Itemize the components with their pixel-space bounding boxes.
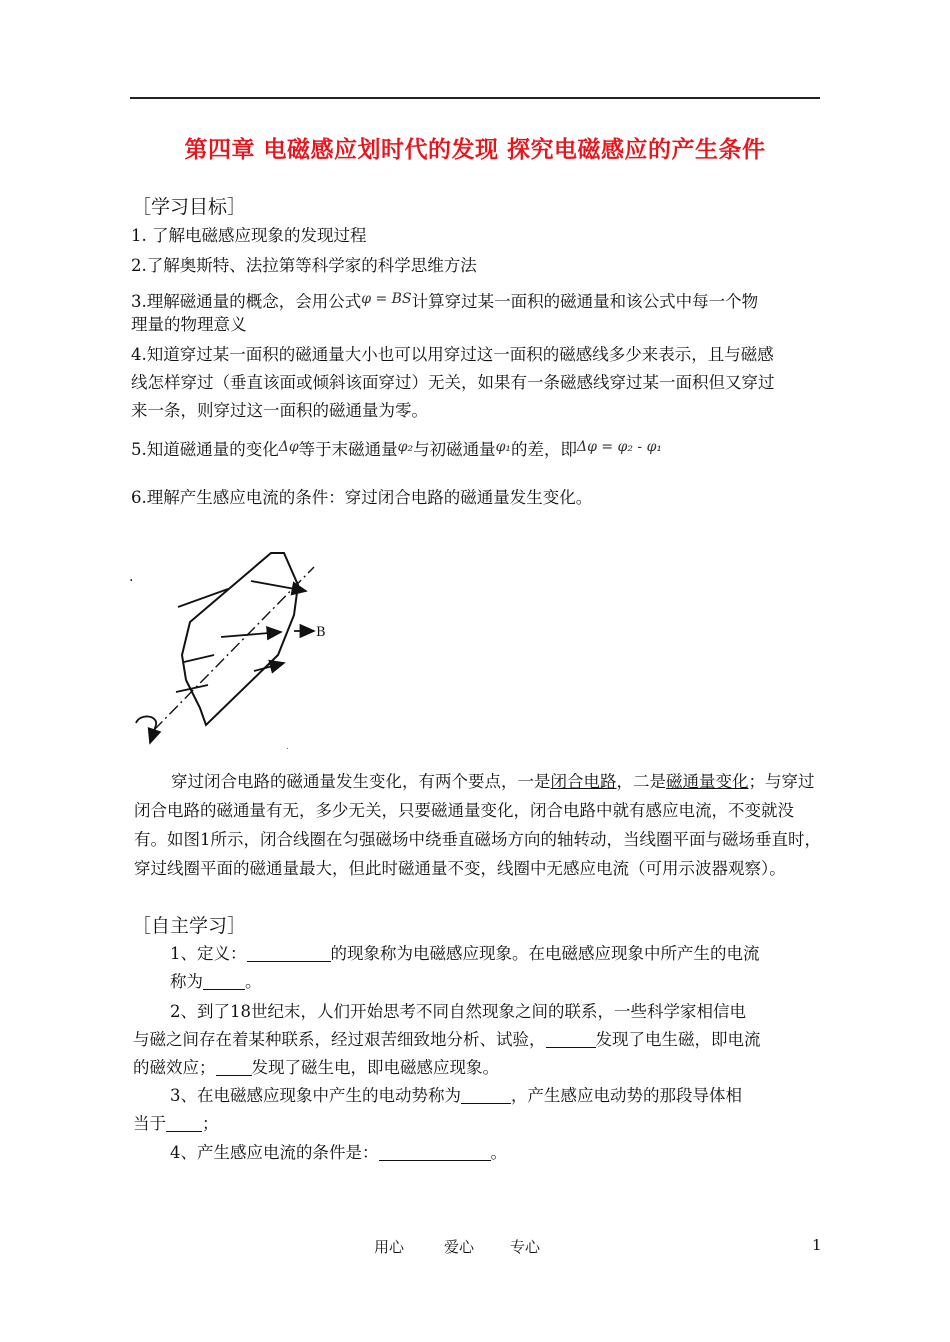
question-3: 3、在电磁感应现象中产生的电动势称为 ，产生感应电动势的那段导体相: [170, 1086, 742, 1105]
objective-4-line2: 线怎样穿过（垂直该面或倾斜该面穿过）无关，如果有一条磁感线穿过某一面积但又穿过: [131, 373, 775, 392]
rotation-arrow-head: [150, 725, 156, 743]
answer-blank[interactable]: [461, 1085, 511, 1104]
field-line: [184, 655, 214, 662]
question-4: 4、产生感应电流的条件是： 。: [170, 1143, 507, 1162]
question-1-cont: 称为 。: [170, 972, 262, 991]
question-2-cont2: 的磁效应； 发现了磁生电，即电磁感应现象。: [133, 1058, 499, 1077]
objective-2: 2.了解奥斯特、法拉第等科学家的科学思维方法: [131, 256, 477, 275]
objective-3: 3.理解磁通量的概念，会用公式$^{\varphi = BS}$计算穿过某一面积的磁通量和该公式中每一个物: [131, 291, 759, 311]
objective-3-cont: 理量的物理意义: [131, 315, 247, 334]
answer-blank[interactable]: [379, 1142, 491, 1161]
objective-5: 5.知道磁通量的变化$^{\Delta\varphi}$等于末磁通量$^{\varphi_2}$与初磁通量$^{\varphi_1}$的差，即$^{\Delta\varphi = \varphi_2 - \varphi_1}$: [131, 439, 663, 459]
objective-6: 6.理解产生感应电流的条件：穿过闭合电路的磁通量发生变化。: [131, 488, 593, 507]
self-study-heading: ［自主学习］: [132, 915, 247, 937]
figure-dot: .: [129, 569, 134, 585]
figure-1-coil-in-field: [126, 545, 356, 755]
footer-motto-1: 用心: [374, 1238, 405, 1256]
formula-phi1: φ₁: [495, 439, 512, 455]
underlined-closed-circuit: 闭合电路: [550, 772, 617, 791]
rotation-axis: [154, 567, 314, 730]
question-2: 2、到了18世纪末，人们开始思考不同自然现象之间的联系，一些科学家相信电: [170, 1002, 746, 1021]
question-1: 1、定义： 的现象称为电磁感应现象。在电磁感应现象中所产生的电流: [170, 944, 760, 963]
footer-motto-3: 专心: [510, 1238, 541, 1256]
formula-phi2: φ₂: [397, 439, 414, 455]
objectives-heading: ［学习目标］: [132, 196, 247, 218]
objective-4-line1: 4.知道穿过某一面积的磁通量大小也可以用穿过这一面积的磁感线多少来表示，且与磁感: [131, 345, 774, 364]
objective-4-line3: 来一条，则穿过这一面积的磁通量为零。: [131, 401, 428, 420]
label-b: B: [316, 625, 326, 640]
formula-delta-phi-eq: Δφ = φ₂ - φ₁: [577, 439, 663, 455]
footer-motto-2: 爱心: [444, 1238, 475, 1256]
header-rule: [130, 97, 820, 99]
field-line-arrow: [221, 632, 281, 637]
answer-blank[interactable]: [166, 1113, 202, 1132]
underlined-flux-change: 磁通量变化: [666, 772, 749, 791]
answer-blank[interactable]: [216, 1057, 252, 1076]
figure-dot-small: .: [286, 742, 289, 752]
formula-phi-bs: φ = BS: [361, 291, 412, 307]
coil-outline: [182, 553, 298, 725]
question-2-cont: 与磁之间存在着某种联系，经过艰苦细致地分析、试验， 发现了电生磁，即电流: [133, 1030, 761, 1049]
explanation-paragraph: 穿过闭合电路的磁通量发生变化，有两个要点，一是闭合电路，二是磁通量变化；与穿过闭合电路的磁通量有无，多少无关，只要磁通量变化，闭合电路中就有感应电流，不变就没有。如图1所示，闭合线圈在匀强磁场中绕垂直磁场方向的轴转动，当线圈平面与磁场垂直时，穿过线圈平面的磁通量最大，但此时磁通量不变，线圈中无感应电流（可用示波器观察）。: [134, 772, 821, 878]
formula-delta-phi: Δφ: [278, 439, 299, 455]
page-number: 1: [812, 1236, 822, 1254]
field-line: [178, 589, 228, 607]
page-title: 第四章 电磁感应划时代的发现 探究电磁感应的产生条件: [184, 137, 766, 163]
answer-blank[interactable]: [203, 971, 245, 990]
answer-blank[interactable]: [546, 1029, 596, 1048]
objective-1: 1. 了解电磁感应现象的发现过程: [131, 226, 367, 245]
answer-blank[interactable]: [247, 943, 331, 962]
question-3-cont: 当于 ；: [133, 1114, 219, 1133]
rotation-arrow: [136, 716, 156, 725]
